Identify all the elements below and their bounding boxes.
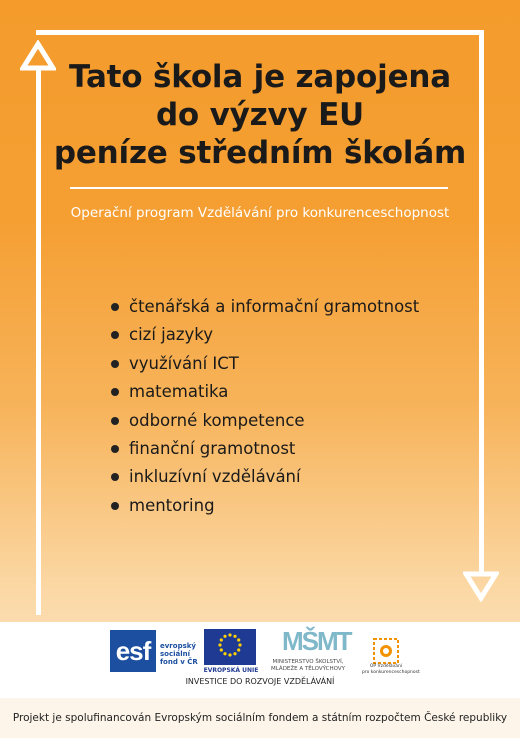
topic-label: inkluzívní vzdělávání: [129, 467, 301, 487]
bullet-icon: [111, 502, 119, 510]
arrow-down-icon: [463, 570, 499, 602]
bullet-icon: [111, 417, 119, 425]
eu-flag-icon: [204, 629, 256, 665]
msmt-line: MINISTERSTVO ŠKOLSTVÍ,: [272, 659, 344, 665]
bullet-icon: [111, 303, 119, 311]
esf-line: evropský: [160, 642, 196, 650]
msmt-line: MLÁDEŽE A TĚLOVÝCHOVY: [271, 665, 345, 672]
list-item: [110, 463, 419, 491]
list-item: [110, 407, 419, 435]
topic-label: matematika: [129, 382, 229, 402]
list-item: [110, 378, 419, 406]
op-line: OP Vzdělávání: [369, 664, 403, 669]
footer-text: Projekt je spolufinancován Evropským sociálním fondem a státním rozpočtem České republiky: [12, 712, 508, 724]
topic-label: čtenářská a informační gramotnost: [129, 297, 420, 316]
esf-mark: esf: [110, 630, 156, 672]
msmt-logo: [262, 626, 354, 674]
eu-label: EVROPSKÁ UNIE: [203, 667, 259, 674]
bullet-icon: [111, 360, 119, 368]
list-item: [110, 293, 419, 321]
topic-label: finanční gramotnost: [129, 438, 296, 458]
title-divider: [70, 187, 448, 189]
bullet-icon: [111, 473, 119, 481]
esf-text: [160, 642, 198, 666]
list-item: [110, 321, 419, 349]
title-line: do výzvy EU: [155, 97, 365, 133]
topic-list: [110, 293, 419, 520]
topic-label: mentoring: [129, 495, 215, 515]
list-item: [110, 492, 419, 520]
list-item: [110, 435, 419, 463]
logo-band: [0, 622, 520, 698]
topic-label: odborné kompetence: [129, 410, 305, 430]
poster-title: [40, 58, 480, 172]
investice-tagline: INVESTICE DO ROZVOJE VZDĚLÁVÁNÍ: [185, 677, 335, 686]
esf-line: sociální: [160, 650, 191, 658]
op-line: pro konkurenceschopnost: [362, 669, 420, 675]
msmt-mark: MŠMT: [282, 626, 351, 656]
frame-top-line: [36, 30, 484, 35]
list-item: [110, 350, 419, 378]
title-line: Tato škola je zapojena: [69, 59, 451, 95]
msmt-text: [262, 659, 354, 672]
program-subtitle: Operační program Vzdělávání pro konkurenceschopnost: [70, 205, 450, 221]
esf-line: fond v ČR: [160, 658, 198, 666]
topic-label: využívání ICT: [129, 353, 239, 373]
title-line: peníze středním školám: [53, 135, 467, 171]
bullet-icon: [111, 331, 119, 339]
op-text: [362, 664, 420, 675]
topic-label: cizí jazyky: [129, 325, 213, 345]
bullet-icon: [111, 445, 119, 453]
bullet-icon: [111, 388, 119, 396]
esf-logo: [110, 630, 200, 672]
